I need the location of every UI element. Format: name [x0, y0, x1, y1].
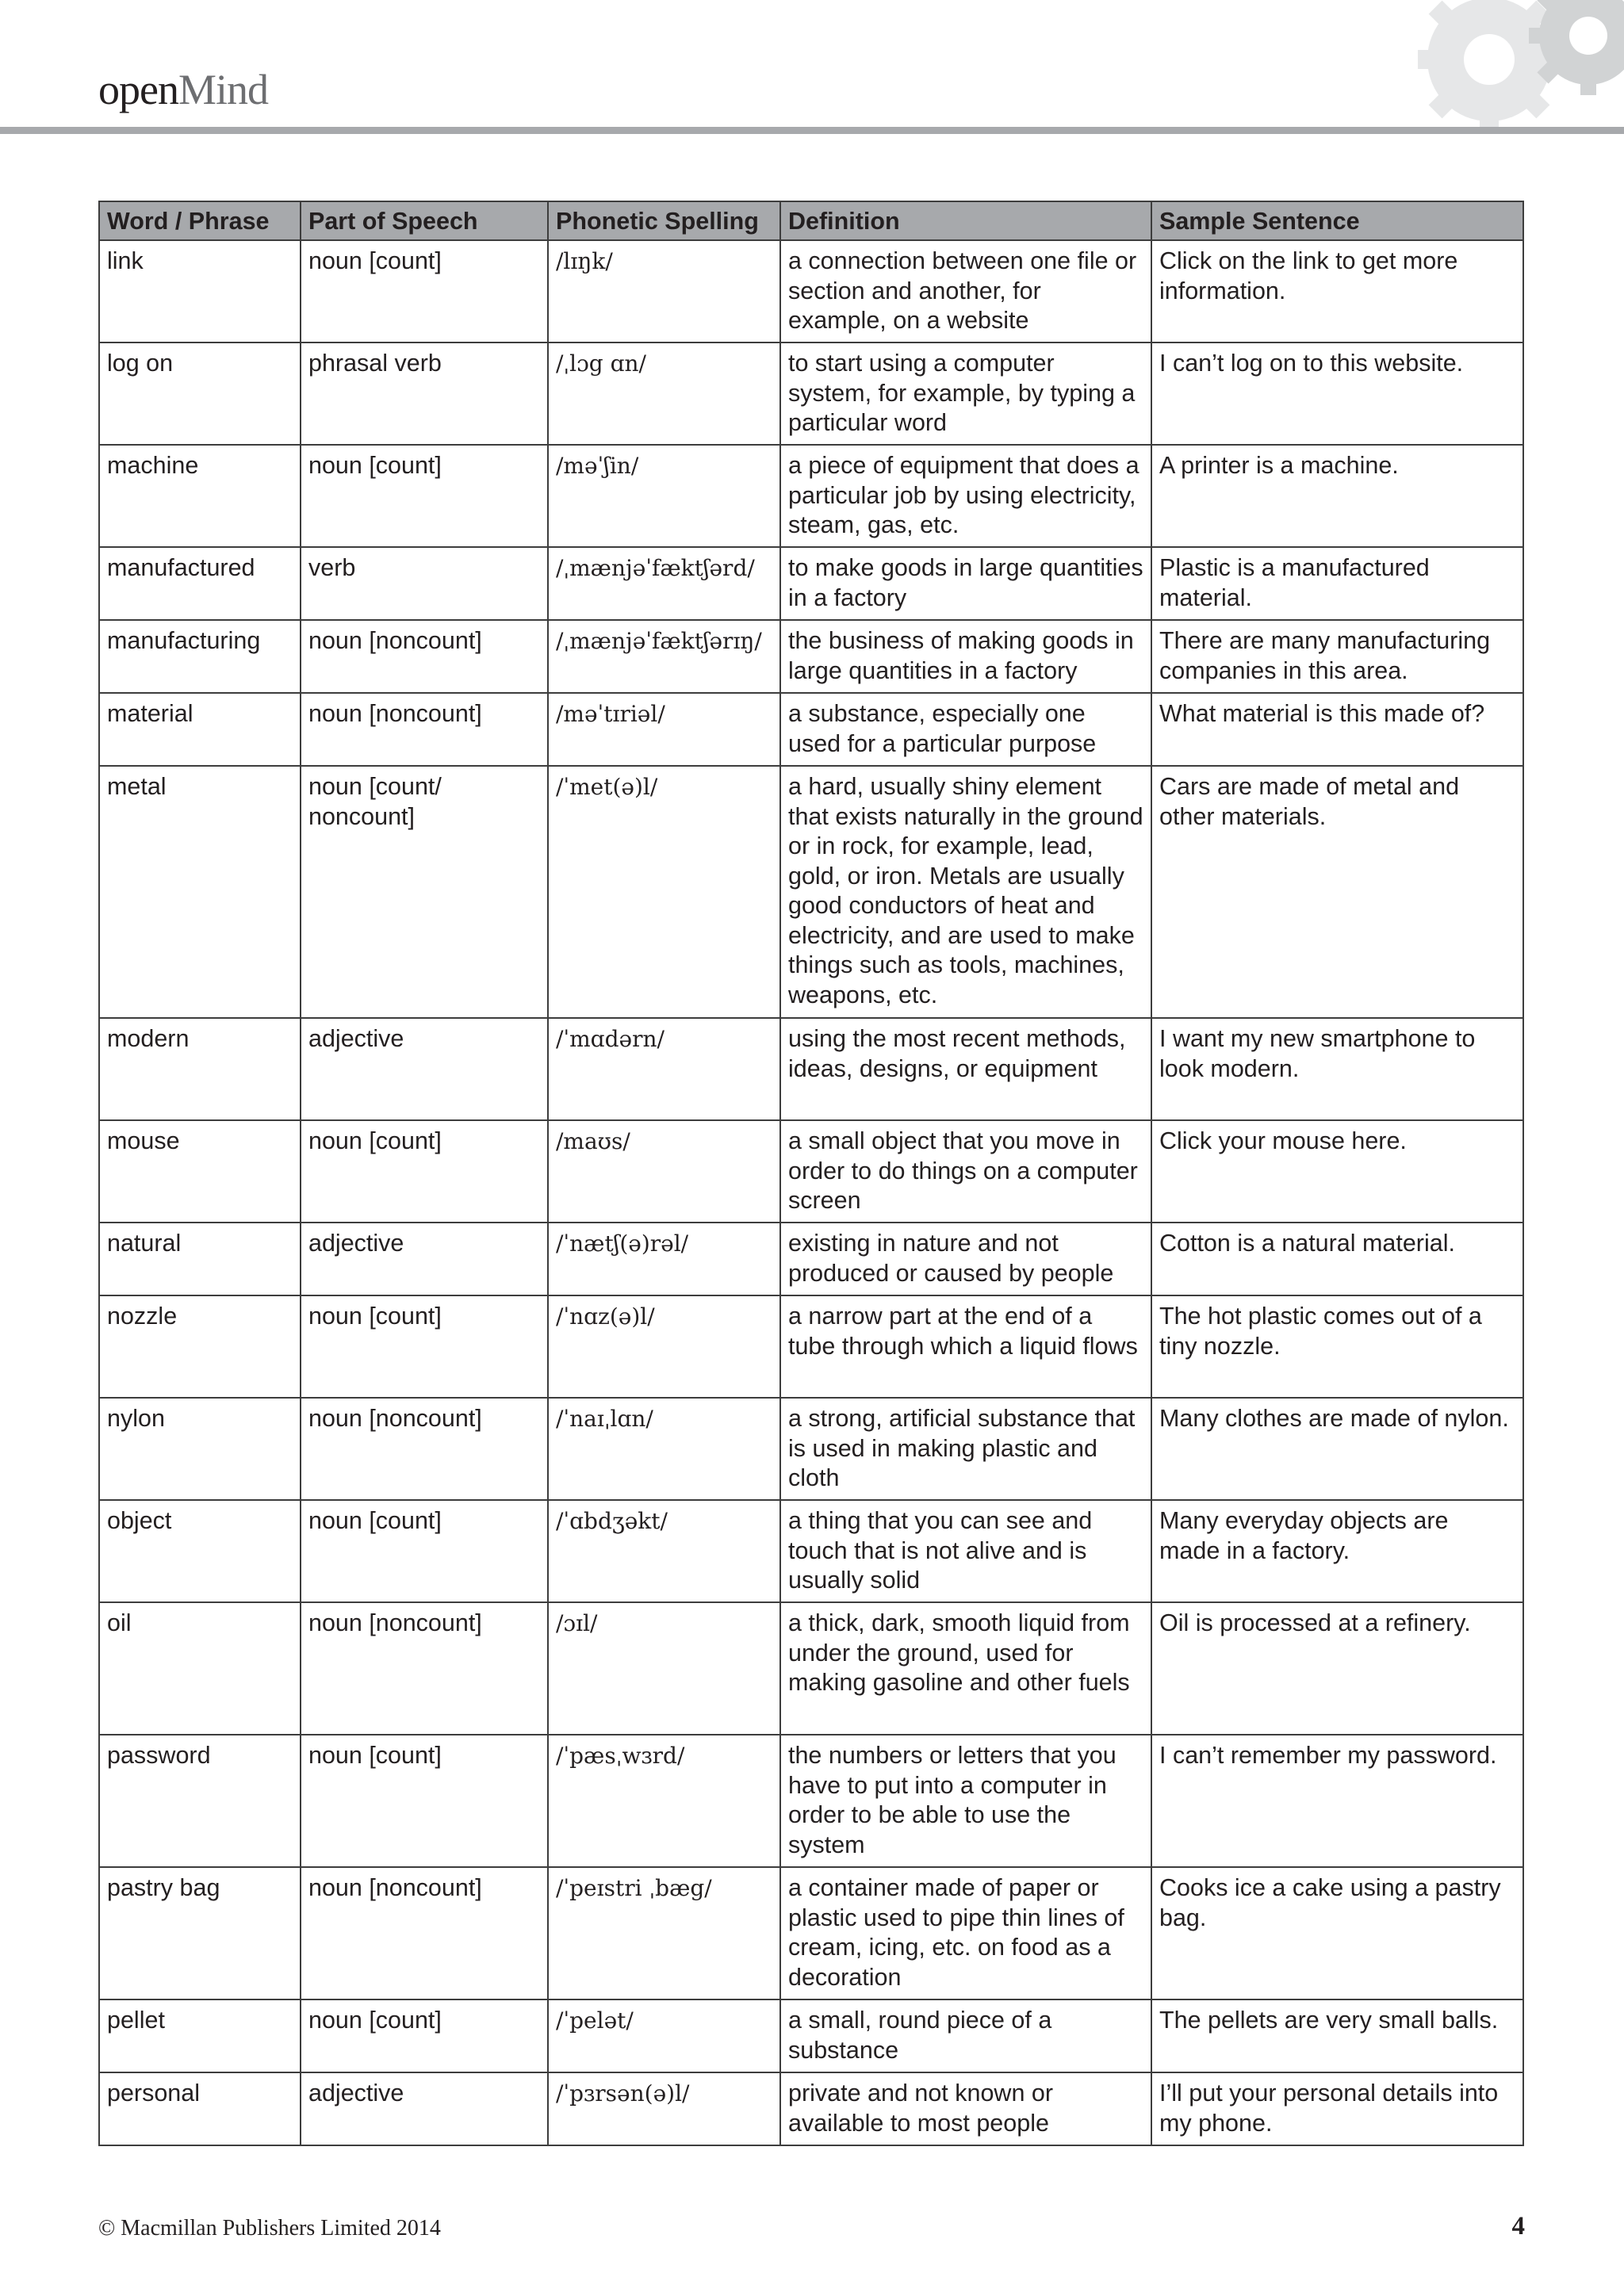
word-cell: natural	[99, 1223, 301, 1295]
part-of-speech-cell: noun [count]	[301, 1500, 548, 1602]
column-header-sample-sentence: Sample Sentence	[1151, 201, 1523, 240]
phonetic-cell: /ˈpeɪstri ˌbæg/	[548, 1867, 780, 1999]
word-cell: nozzle	[99, 1295, 301, 1398]
table-row	[99, 445, 1523, 547]
sample-sentence-cell: Click your mouse here.	[1151, 1120, 1523, 1223]
logo-open-text: open	[98, 66, 178, 113]
page-number: 4	[1511, 2212, 1525, 2241]
openmind-logo	[98, 68, 268, 111]
sample-sentence-cell: Cooks ice a cake using a pastry bag.	[1151, 1867, 1523, 1999]
table-row	[99, 1120, 1523, 1223]
sample-sentence-cell: I can’t log on to this website.	[1151, 342, 1523, 445]
part-of-speech-cell: noun [noncount]	[301, 1602, 548, 1735]
word-cell: link	[99, 240, 301, 342]
phonetic-cell: /ˈmɑdərn/	[548, 1018, 780, 1120]
definition-cell: private and not known or available to most people	[780, 2072, 1151, 2145]
sample-sentence-cell: I want my new smartphone to look modern.	[1151, 1018, 1523, 1120]
part-of-speech-cell: noun [noncount]	[301, 1398, 548, 1500]
table-row	[99, 547, 1523, 620]
definition-cell: a thick, dark, smooth liquid from under the ground, used for making gasoline and other fuels	[780, 1602, 1151, 1735]
word-cell: personal	[99, 2072, 301, 2145]
sample-sentence-cell: Oil is processed at a refinery.	[1151, 1602, 1523, 1735]
definition-cell: a small, round piece of a substance	[780, 1999, 1151, 2072]
phonetic-cell: /ˈpæsˌwɜrd/	[548, 1735, 780, 1867]
sample-sentence-cell: Many clothes are made of nylon.	[1151, 1398, 1523, 1500]
definition-cell: existing in nature and not produced or caused by people	[780, 1223, 1151, 1295]
part-of-speech-cell: phrasal verb	[301, 342, 548, 445]
logo-mind-text: Mind	[178, 66, 268, 113]
definition-cell: the numbers or letters that you have to put into a computer in order to be able to use the system	[780, 1735, 1151, 1867]
sample-sentence-cell: The pellets are very small balls.	[1151, 1999, 1523, 2072]
phonetic-cell: /ˈpelət/	[548, 1999, 780, 2072]
sample-sentence-cell: There are many manufacturing companies in this area.	[1151, 620, 1523, 693]
part-of-speech-cell: noun [noncount]	[301, 620, 548, 693]
sample-sentence-cell: A printer is a machine.	[1151, 445, 1523, 547]
phonetic-cell: /ˌmænjəˈfæktʃərd/	[548, 547, 780, 620]
definition-cell: a piece of equipment that does a particular job by using electricity, steam, gas, etc.	[780, 445, 1151, 547]
sample-sentence-cell: I’ll put your personal details into my phone.	[1151, 2072, 1523, 2145]
word-cell: modern	[99, 1018, 301, 1120]
sample-sentence-cell: The hot plastic comes out of a tiny nozzle.	[1151, 1295, 1523, 1398]
part-of-speech-cell: adjective	[301, 2072, 548, 2145]
gears-decoration-icon	[1378, 0, 1624, 182]
table-row	[99, 1735, 1523, 1867]
column-header-phonetic: Phonetic Spelling	[548, 201, 780, 240]
part-of-speech-cell: noun [noncount]	[301, 1867, 548, 1999]
word-cell: nylon	[99, 1398, 301, 1500]
part-of-speech-cell: noun [count]	[301, 445, 548, 547]
table-row	[99, 2072, 1523, 2145]
part-of-speech-cell: noun [count]	[301, 1735, 548, 1867]
table-row	[99, 620, 1523, 693]
phonetic-cell: /məˈtɪriəl/	[548, 693, 780, 766]
part-of-speech-cell: noun [count]	[301, 1295, 548, 1398]
part-of-speech-cell: noun [count]	[301, 1120, 548, 1223]
part-of-speech-cell: noun [count]	[301, 240, 548, 342]
word-cell: log on	[99, 342, 301, 445]
table-row	[99, 1867, 1523, 1999]
phonetic-cell: /ˈɑbdʒəkt/	[548, 1500, 780, 1602]
part-of-speech-cell: adjective	[301, 1223, 548, 1295]
phonetic-cell: /məˈʃin/	[548, 445, 780, 547]
word-cell: metal	[99, 766, 301, 1018]
phonetic-cell: /ˈpɜrsən(ə)l/	[548, 2072, 780, 2145]
word-cell: material	[99, 693, 301, 766]
column-header-part-of-speech: Part of Speech	[301, 201, 548, 240]
sample-sentence-cell: Click on the link to get more information.	[1151, 240, 1523, 342]
table-row	[99, 1999, 1523, 2072]
table-row	[99, 240, 1523, 342]
definition-cell: the business of making goods in large quantities in a factory	[780, 620, 1151, 693]
phonetic-cell: /maʊs/	[548, 1120, 780, 1223]
phonetic-cell: /ˈnætʃ(ə)rəl/	[548, 1223, 780, 1295]
definition-cell: to start using a computer system, for example, by typing a particular word	[780, 342, 1151, 445]
definition-cell: a hard, usually shiny element that exists naturally in the ground or in rock, for example, lead, gold, or iron. Metals are usually good conductors of heat and electricity, and are used to make things such as tools, machines, weapons, etc.	[780, 766, 1151, 1018]
column-header-definition: Definition	[780, 201, 1151, 240]
part-of-speech-cell: noun [noncount]	[301, 693, 548, 766]
sample-sentence-cell: I can’t remember my password.	[1151, 1735, 1523, 1867]
sample-sentence-cell: Plastic is a manufactured material.	[1151, 547, 1523, 620]
definition-cell: a strong, artificial substance that is used in making plastic and cloth	[780, 1398, 1151, 1500]
sample-sentence-cell: Cotton is a natural material.	[1151, 1223, 1523, 1295]
table-row	[99, 1602, 1523, 1735]
table-row	[99, 1500, 1523, 1602]
sample-sentence-cell: Cars are made of metal and other materials.	[1151, 766, 1523, 1018]
word-cell: mouse	[99, 1120, 301, 1223]
definition-cell: a substance, especially one used for a particular purpose	[780, 693, 1151, 766]
sample-sentence-cell: Many everyday objects are made in a factory.	[1151, 1500, 1523, 1602]
part-of-speech-cell: adjective	[301, 1018, 548, 1120]
word-cell: manufactured	[99, 547, 301, 620]
definition-cell: using the most recent methods, ideas, designs, or equipment	[780, 1018, 1151, 1120]
phonetic-cell: /ˈmet(ə)l/	[548, 766, 780, 1018]
table-row	[99, 342, 1523, 445]
definition-cell: a thing that you can see and touch that is not alive and is usually solid	[780, 1500, 1151, 1602]
phonetic-cell: /ˌlɔg ɑn/	[548, 342, 780, 445]
table-row	[99, 766, 1523, 1018]
phonetic-cell: /ˈnaɪˌlɑn/	[548, 1398, 780, 1500]
copyright-notice: © Macmillan Publishers Limited 2014	[98, 2216, 441, 2241]
word-cell: pastry bag	[99, 1867, 301, 1999]
definition-cell: a container made of paper or plastic used to pipe thin lines of cream, icing, etc. on food as a decoration	[780, 1867, 1151, 1999]
part-of-speech-cell: noun [count]	[301, 1999, 548, 2072]
header-rule	[0, 127, 1624, 134]
table-row	[99, 1295, 1523, 1398]
definition-cell: to make goods in large quantities in a factory	[780, 547, 1151, 620]
part-of-speech-cell: verb	[301, 547, 548, 620]
word-cell: oil	[99, 1602, 301, 1735]
word-cell: machine	[99, 445, 301, 547]
vocabulary-table	[98, 201, 1524, 2146]
word-cell: password	[99, 1735, 301, 1867]
table-row	[99, 1223, 1523, 1295]
phonetic-cell: /lɪŋk/	[548, 240, 780, 342]
table-row	[99, 693, 1523, 766]
word-cell: manufacturing	[99, 620, 301, 693]
word-cell: pellet	[99, 1999, 301, 2072]
table-row	[99, 1018, 1523, 1120]
table-header-row	[99, 201, 1523, 240]
phonetic-cell: /ˌmænjəˈfæktʃərɪŋ/	[548, 620, 780, 693]
definition-cell: a connection between one file or section and another, for example, on a website	[780, 240, 1151, 342]
definition-cell: a small object that you move in order to do things on a computer screen	[780, 1120, 1151, 1223]
word-cell: object	[99, 1500, 301, 1602]
part-of-speech-cell: noun [count/ noncount]	[301, 766, 548, 1018]
definition-cell: a narrow part at the end of a tube through which a liquid flows	[780, 1295, 1151, 1398]
sample-sentence-cell: What material is this made of?	[1151, 693, 1523, 766]
phonetic-cell: /ɔɪl/	[548, 1602, 780, 1735]
column-header-word: Word / Phrase	[99, 201, 301, 240]
table-row	[99, 1398, 1523, 1500]
phonetic-cell: /ˈnɑz(ə)l/	[548, 1295, 780, 1398]
